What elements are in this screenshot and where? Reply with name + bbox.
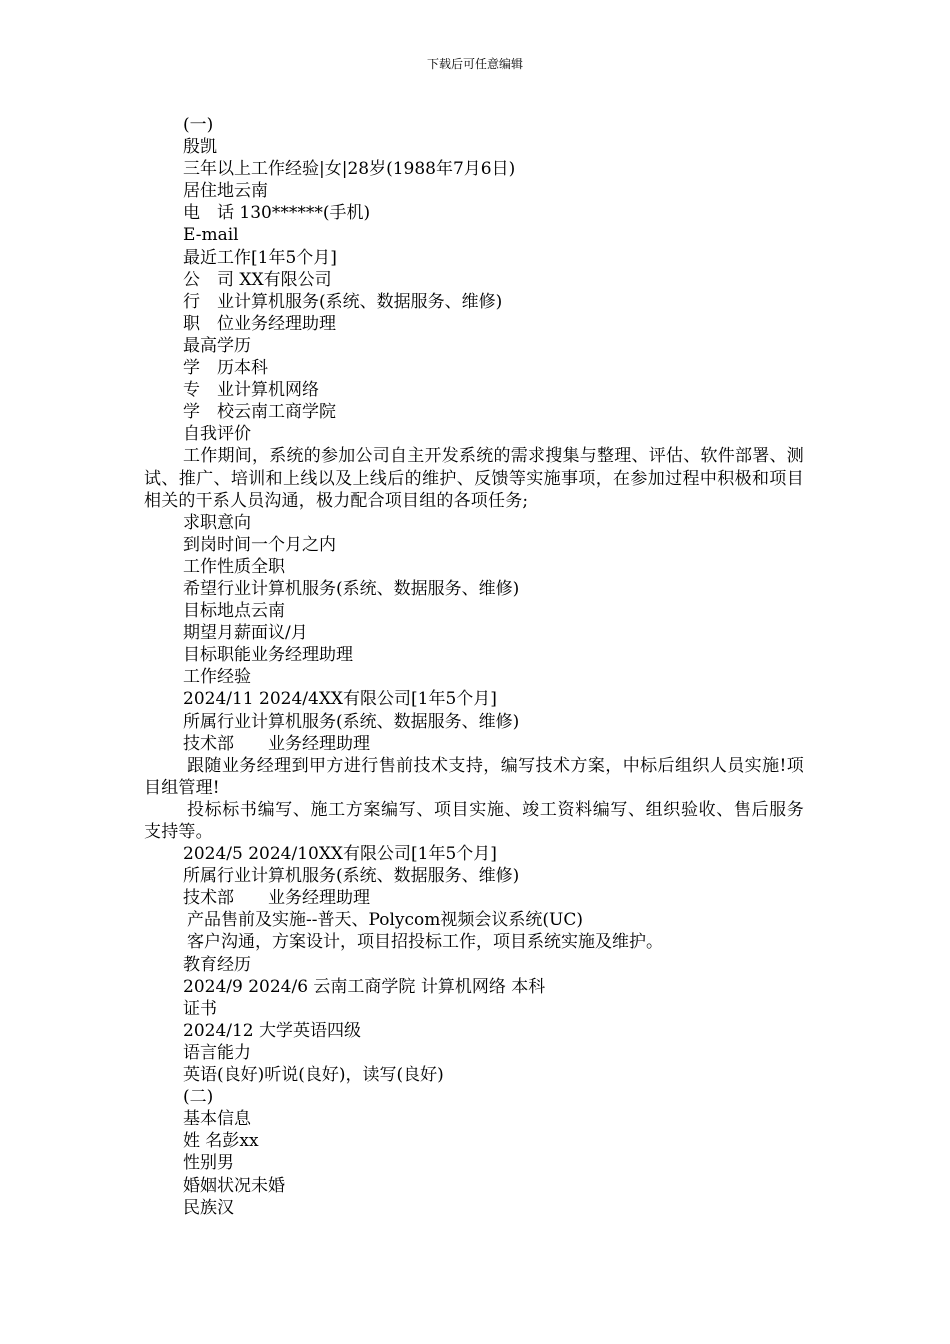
job2-description-2: 客户沟通，方案设计，项目招投标工作，项目系统实施及维护。 (187, 932, 663, 953)
email-label: E-mail (183, 225, 239, 246)
job1-period: 2024/11 2024/4XX有限公司[1年5个月] (183, 689, 497, 710)
position: 职 位业务经理助理 (183, 313, 336, 334)
target-function: 目标职能业务经理助理 (183, 645, 353, 666)
highest-education-heading: 最高学历 (183, 335, 251, 356)
certificate-heading: 证书 (183, 998, 217, 1019)
major: 专 业计算机网络 (183, 380, 319, 401)
education-entry: 2024/9 2024/6 云南工商学院 计算机网络 本科 (183, 976, 546, 997)
self-evaluation-text: 工作期间，系统的参加公司自主开发系统的需求搜集与整理、评估、软件部署、测试、推广、培训和上线以及上线后的维护、反馈等实施事项，在参加过程中积极和项目相关的干系人员沟通，极力配合项目组的各项任务; (144, 446, 804, 511)
work-experience-heading: 工作经验 (183, 667, 251, 688)
certificate-entry: 2024/12 大学英语四级 (183, 1020, 362, 1041)
job1-description-2: 投标标书编写、施工方案编写、项目实施、竣工资料编写、组织验收、售后服务支持等。 (144, 799, 804, 842)
ethnicity-field: 民族汉 (183, 1197, 234, 1218)
language-heading: 语言能力 (183, 1042, 251, 1063)
candidate-name: 殷凯 (183, 137, 217, 158)
residence: 居住地云南 (183, 181, 268, 202)
job2-industry: 所属行业计算机服务(系统、数据服务、维修) (183, 866, 520, 887)
job-intention-heading: 求职意向 (183, 512, 251, 533)
job1-department: 技术部 业务经理助理 (183, 733, 370, 754)
job1-description-1: 跟随业务经理到甲方进行售前技术支持，编写技术方案，中标后组织人员实施!项目组管理! (144, 755, 804, 798)
phone: 电 话 130******(手机) (183, 203, 371, 224)
school: 学 校云南工商学院 (183, 402, 336, 423)
candidate-summary: 三年以上工作经验|女|28岁(1988年7月6日) (183, 159, 516, 180)
job2-period: 2024/5 2024/10XX有限公司[1年5个月] (183, 844, 497, 865)
self-evaluation-heading: 自我评价 (183, 424, 251, 445)
industry: 行 业计算机服务(系统、数据服务、维修) (183, 291, 503, 312)
section-number: (一) (183, 115, 214, 135)
section-number-2: (二) (183, 1087, 214, 1108)
page-header-note: 下载后可任意编辑 (426, 57, 523, 71)
education-heading: 教育经历 (183, 954, 251, 975)
basic-info-heading: 基本信息 (183, 1109, 251, 1130)
start-time: 到岗时间一个月之内 (183, 534, 336, 555)
gender-field: 性别男 (183, 1153, 234, 1174)
expected-salary: 期望月薪面议/月 (183, 623, 308, 644)
recent-work-heading: 最近工作[1年5个月] (183, 247, 337, 268)
education-level: 学 历本科 (183, 358, 268, 379)
job2-department: 技术部 业务经理助理 (183, 888, 370, 909)
target-location: 目标地点云南 (183, 601, 285, 622)
company: 公 司 XX有限公司 (183, 269, 332, 290)
job2-description-1: 产品售前及实施--普天、Polycom视频会议系统(UC) (187, 910, 583, 931)
desired-industry: 希望行业计算机服务(系统、数据服务、维修) (183, 578, 520, 599)
marital-status-field: 婚姻状况未婚 (183, 1175, 285, 1196)
language-entry: 英语(良好)听说(良好)，读写(良好) (183, 1065, 444, 1086)
job-type: 工作性质全职 (183, 556, 285, 577)
job1-industry: 所属行业计算机服务(系统、数据服务、维修) (183, 711, 520, 732)
name-field: 姓 名彭xx (183, 1131, 259, 1152)
resume-document (144, 114, 804, 1219)
